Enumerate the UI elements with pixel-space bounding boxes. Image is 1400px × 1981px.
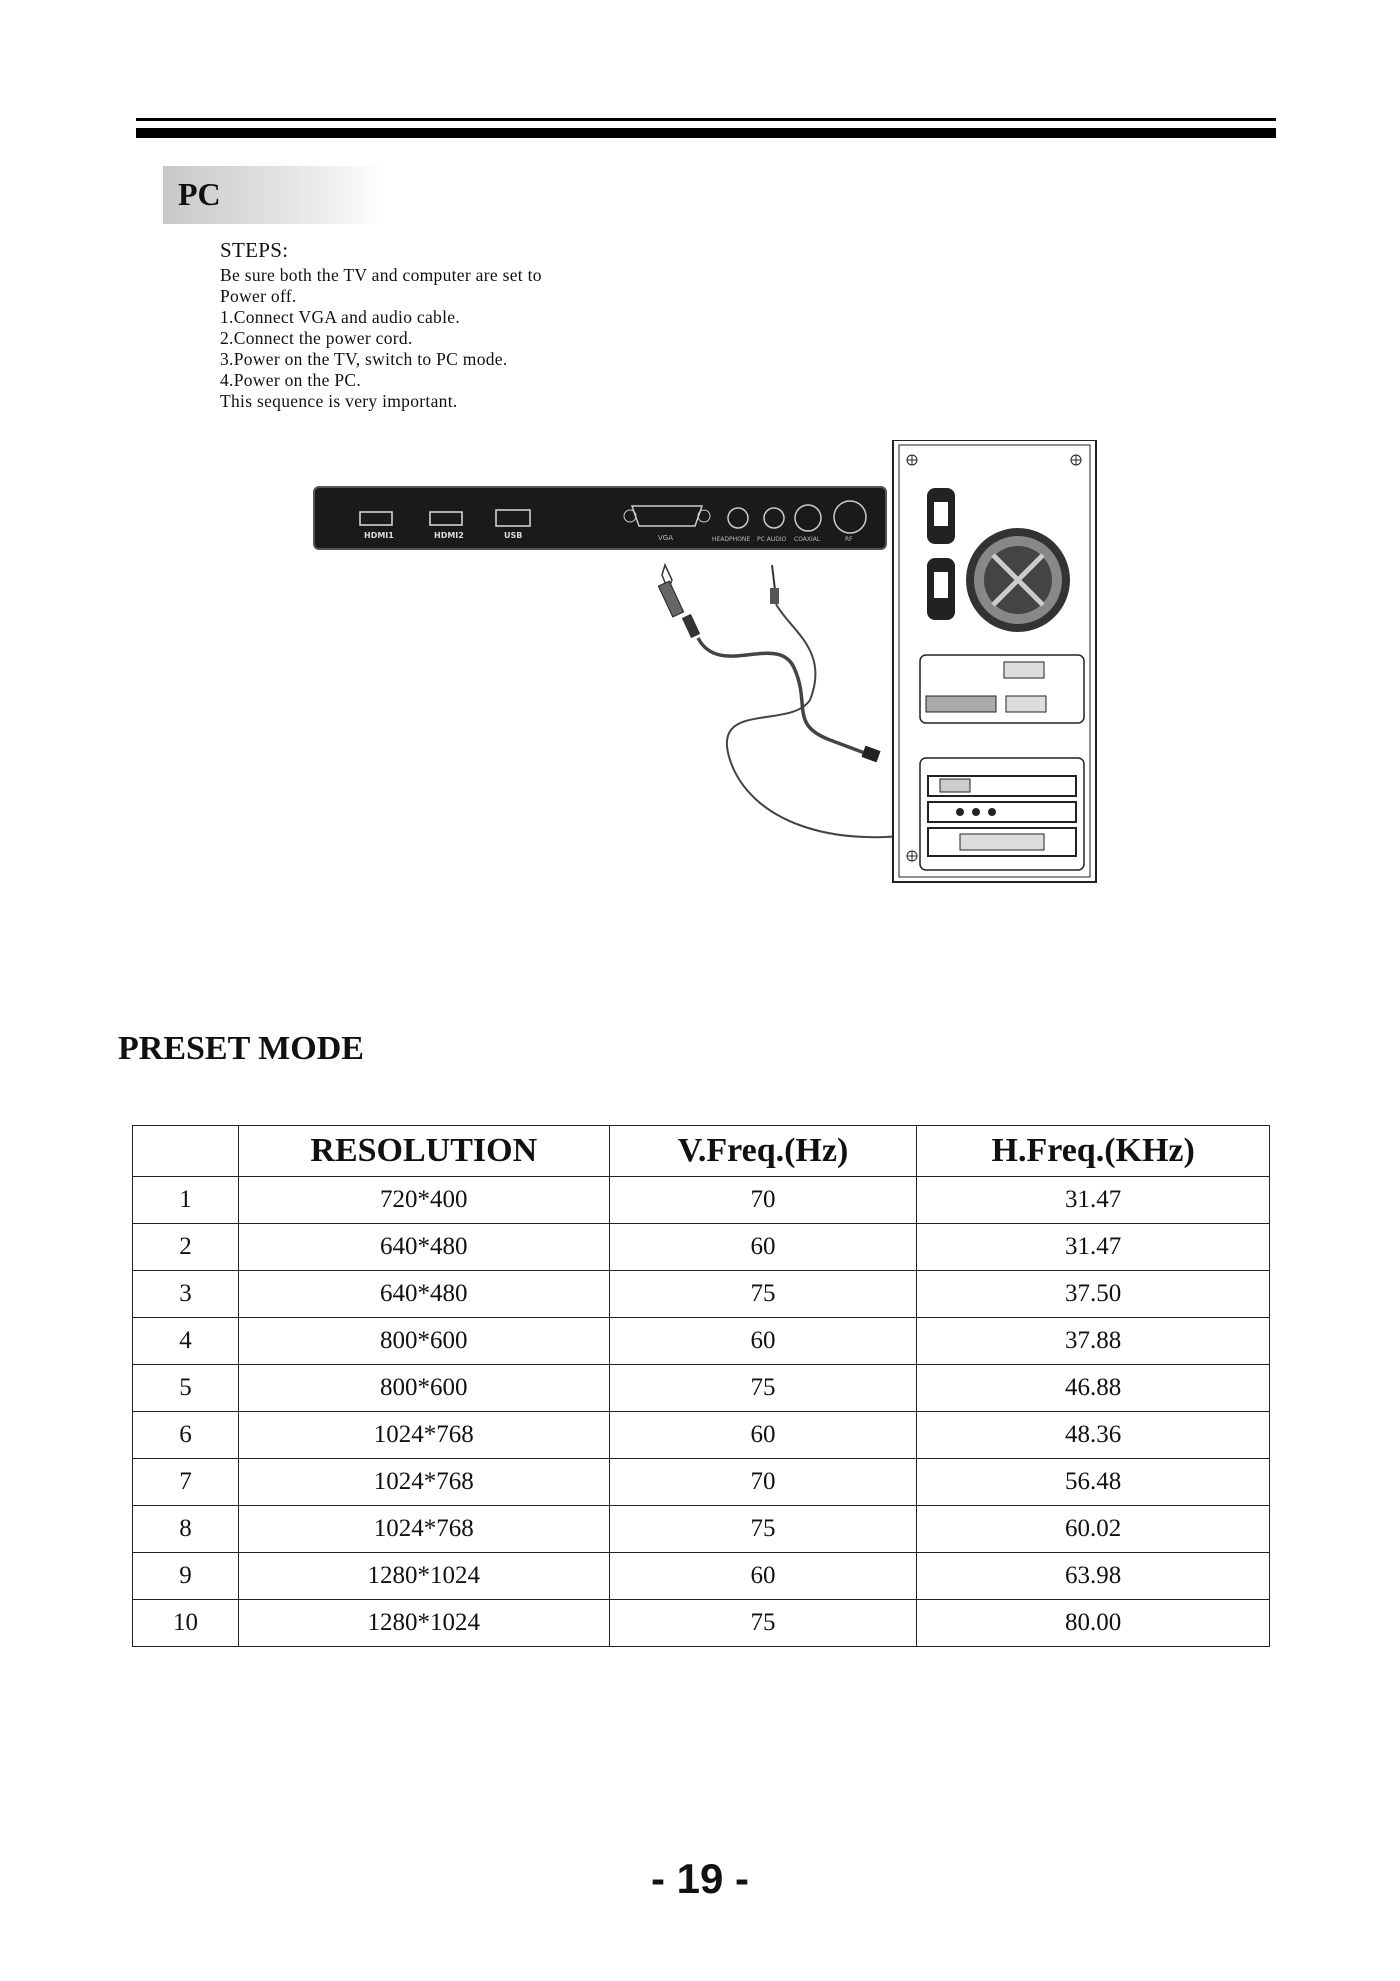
row-resolution: 640*480 bbox=[238, 1224, 609, 1271]
row-hfreq: 31.47 bbox=[917, 1177, 1270, 1224]
row-hfreq: 63.98 bbox=[917, 1553, 1270, 1600]
row-vfreq: 75 bbox=[609, 1271, 917, 1318]
row-resolution: 800*600 bbox=[238, 1318, 609, 1365]
steps-line: 2.Connect the power cord. bbox=[220, 328, 413, 348]
row-hfreq: 48.36 bbox=[917, 1412, 1270, 1459]
pc-audio-label: PC AUDIO bbox=[757, 536, 787, 543]
row-index: 10 bbox=[133, 1600, 239, 1647]
row-index: 5 bbox=[133, 1365, 239, 1412]
row-vfreq: 60 bbox=[609, 1224, 917, 1271]
pc-tower bbox=[893, 440, 1096, 882]
section-title: PC bbox=[178, 176, 221, 212]
page-number: - 19 - bbox=[650, 1855, 750, 1902]
row-index: 6 bbox=[133, 1412, 239, 1459]
table-row bbox=[133, 1459, 1270, 1506]
row-vfreq: 70 bbox=[609, 1459, 917, 1506]
coaxial-label: COAXIAL bbox=[794, 536, 821, 543]
hdmi2-label: HDMI2 bbox=[434, 531, 464, 540]
table-row bbox=[133, 1224, 1270, 1271]
table-header-row bbox=[133, 1126, 1270, 1177]
row-resolution: 1280*1024 bbox=[238, 1553, 609, 1600]
row-hfreq: 37.88 bbox=[917, 1318, 1270, 1365]
header-rule-thin bbox=[136, 118, 1276, 121]
row-vfreq: 60 bbox=[609, 1553, 917, 1600]
table-row bbox=[133, 1553, 1270, 1600]
steps-line: This sequence is very important. bbox=[220, 391, 458, 411]
section-heading bbox=[163, 166, 385, 224]
row-hfreq: 31.47 bbox=[917, 1224, 1270, 1271]
headphone-label: HEADPHONE bbox=[712, 536, 751, 543]
vga-label: VGA bbox=[658, 534, 674, 542]
row-resolution: 640*480 bbox=[238, 1271, 609, 1318]
table-row bbox=[133, 1506, 1270, 1553]
row-resolution: 1024*768 bbox=[238, 1412, 609, 1459]
usb-label: USB bbox=[504, 531, 523, 540]
table-row bbox=[133, 1271, 1270, 1318]
row-resolution: 720*400 bbox=[238, 1177, 609, 1224]
row-resolution: 1024*768 bbox=[238, 1459, 609, 1506]
fan-icon bbox=[966, 528, 1070, 632]
row-hfreq: 46.88 bbox=[917, 1365, 1270, 1412]
row-vfreq: 75 bbox=[609, 1506, 917, 1553]
row-index: 3 bbox=[133, 1271, 239, 1318]
header-vfreq: V.Freq.(Hz) bbox=[609, 1126, 917, 1177]
row-resolution: 800*600 bbox=[238, 1365, 609, 1412]
row-index: 4 bbox=[133, 1318, 239, 1365]
row-vfreq: 75 bbox=[609, 1365, 917, 1412]
steps-line: Be sure both the TV and computer are set to bbox=[220, 265, 542, 285]
row-vfreq: 60 bbox=[609, 1318, 917, 1365]
steps-line: Power off. bbox=[220, 286, 297, 306]
header-resolution: RESOLUTION bbox=[238, 1126, 609, 1177]
steps-line: 4.Power on the PC. bbox=[220, 370, 362, 390]
row-index: 1 bbox=[133, 1177, 239, 1224]
steps-line: 1.Connect VGA and audio cable. bbox=[220, 307, 461, 327]
steps-title: STEPS: bbox=[220, 238, 289, 262]
table-row bbox=[133, 1600, 1270, 1647]
row-vfreq: 70 bbox=[609, 1177, 917, 1224]
row-hfreq: 37.50 bbox=[917, 1271, 1270, 1318]
rf-label: RF bbox=[845, 536, 853, 543]
row-hfreq: 80.00 bbox=[917, 1600, 1270, 1647]
row-index: 8 bbox=[133, 1506, 239, 1553]
hdmi1-label: HDMI1 bbox=[364, 531, 394, 540]
preset-mode-title: PRESET MODE bbox=[118, 1030, 364, 1067]
header-index bbox=[133, 1126, 239, 1177]
header-rule-thick bbox=[136, 128, 1276, 138]
row-vfreq: 75 bbox=[609, 1600, 917, 1647]
steps-block bbox=[220, 240, 680, 412]
table-row bbox=[133, 1177, 1270, 1224]
row-index: 2 bbox=[133, 1224, 239, 1271]
row-hfreq: 60.02 bbox=[917, 1506, 1270, 1553]
row-resolution: 1024*768 bbox=[238, 1506, 609, 1553]
steps-line: 3.Power on the TV, switch to PC mode. bbox=[220, 349, 508, 369]
row-index: 7 bbox=[133, 1459, 239, 1506]
table-row bbox=[133, 1365, 1270, 1412]
table-row bbox=[133, 1412, 1270, 1459]
row-resolution: 1280*1024 bbox=[238, 1600, 609, 1647]
row-index: 9 bbox=[133, 1553, 239, 1600]
tv-back-panel bbox=[314, 487, 886, 549]
connection-diagram bbox=[310, 440, 1110, 890]
row-hfreq: 56.48 bbox=[917, 1459, 1270, 1506]
row-vfreq: 60 bbox=[609, 1412, 917, 1459]
table-row bbox=[133, 1318, 1270, 1365]
preset-mode-table bbox=[132, 1125, 1270, 1647]
header-hfreq: H.Freq.(KHz) bbox=[917, 1126, 1270, 1177]
